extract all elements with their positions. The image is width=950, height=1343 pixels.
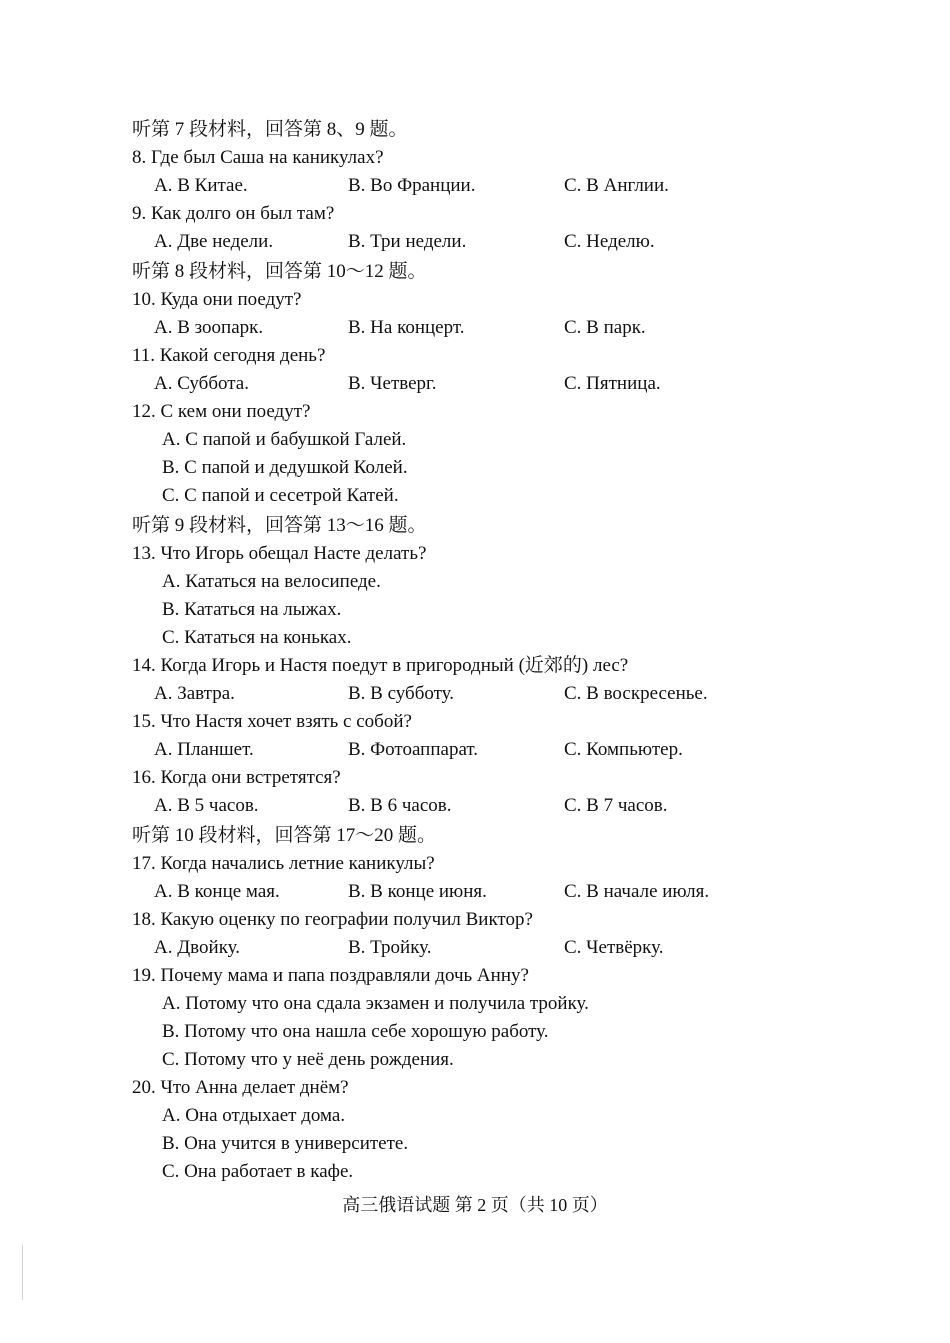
question-text: 11. Какой сегодня день? — [132, 345, 326, 366]
answer-option: B. Четверг. — [348, 373, 437, 394]
question-text: 9. Как долго он был там? — [132, 203, 335, 224]
answer-options — [132, 878, 812, 906]
listening-section — [132, 822, 812, 1186]
exam-content — [132, 114, 812, 1186]
answer-option: A. Потому что она сдала экзамен и получила тройку. — [162, 993, 589, 1014]
answer-option: A. В Китае. — [154, 175, 248, 196]
answer-option: A. Суббота. — [154, 373, 249, 394]
answer-option: A. Кататься на велосипеде. — [162, 571, 381, 592]
section-header: 听第 8 段材料，回答第 10～12 题。 — [132, 261, 427, 282]
answer-option: C. Она работает в кафе. — [162, 1161, 354, 1182]
answer-option: C. В парк. — [564, 317, 646, 338]
answer-option: A. С папой и бабушкой Галей. — [162, 429, 407, 450]
answer-option: C. Кататься на коньках. — [162, 627, 352, 648]
answer-options — [132, 934, 812, 962]
answer-option: C. С папой и сесетрой Катей. — [162, 485, 399, 506]
section-header: 听第 9 段材料，回答第 13～16 题。 — [132, 515, 427, 536]
page-footer: 高三俄语试题 第 2 页（共 10 页） — [342, 1195, 608, 1215]
answer-option: B. Потому что она нашла себе хорошую работу. — [162, 1021, 549, 1042]
answer-option: B. Три недели. — [348, 231, 467, 252]
answer-options — [132, 1102, 812, 1186]
answer-option: A. В конце мая. — [154, 881, 280, 902]
answer-options — [132, 990, 812, 1074]
question-text: 8. Где был Саша на каникулах? — [132, 147, 384, 168]
question-text: 19. Почему мама и папа поздравляли дочь Анну? — [132, 965, 529, 986]
answer-option: B. Тройку. — [348, 937, 432, 958]
listening-section — [132, 258, 812, 510]
question-text: 17. Когда начались летние каникулы? — [132, 853, 435, 874]
question-text: 10. Куда они поедут? — [132, 289, 302, 310]
answer-option: B. Кататься на лыжах. — [162, 599, 342, 620]
answer-options — [132, 426, 812, 510]
answer-option: B. На концерт. — [348, 317, 465, 338]
question-text: 12. С кем они поедут? — [132, 401, 311, 422]
answer-option: B. В конце июня. — [348, 881, 487, 902]
answer-options — [132, 172, 812, 200]
question-text: 18. Какую оценку по географии получил Виктор? — [132, 909, 533, 930]
answer-option: B. Во Франции. — [348, 175, 476, 196]
answer-options — [132, 568, 812, 652]
answer-option: B. Она учится в университете. — [162, 1133, 409, 1154]
answer-option: C. В 7 часов. — [564, 795, 668, 816]
answer-options — [132, 228, 812, 256]
answer-option: C. Пятница. — [564, 373, 661, 394]
answer-option: A. Она отдыхает дома. — [162, 1105, 346, 1126]
answer-option: C. Потому что у неё день рождения. — [162, 1049, 454, 1070]
answer-option: A. В 5 часов. — [154, 795, 259, 816]
question-text: 15. Что Настя хочет взять с собой? — [132, 711, 412, 732]
section-header: 听第 7 段材料，回答第 8、9 题。 — [132, 119, 408, 140]
answer-option: C. Компьютер. — [564, 739, 683, 760]
answer-option: A. Двойку. — [154, 937, 241, 958]
answer-option: B. С папой и дедушкой Колей. — [162, 457, 408, 478]
answer-options — [132, 792, 812, 820]
answer-option: C. Четвёрку. — [564, 937, 664, 958]
answer-option: A. Две недели. — [154, 231, 274, 252]
answer-option: A. Завтра. — [154, 683, 235, 704]
answer-options — [132, 680, 812, 708]
question-text: 16. Когда они встретятся? — [132, 767, 341, 788]
question-text: 14. Когда Игорь и Настя поедут в пригородный (近郊的) лес? — [132, 655, 629, 676]
listening-section — [132, 116, 812, 256]
answer-options — [132, 314, 812, 342]
answer-option: B. Фотоаппарат. — [348, 739, 479, 760]
question-text: 20. Что Анна делает днём? — [132, 1077, 349, 1098]
answer-option: C. В Англии. — [564, 175, 669, 196]
question-text: 13. Что Игорь обещал Насте делать? — [132, 543, 427, 564]
answer-option: B. В субботу. — [348, 683, 455, 704]
answer-options — [132, 736, 812, 764]
answer-option: B. В 6 часов. — [348, 795, 452, 816]
answer-options — [132, 370, 812, 398]
answer-option: C. В начале июля. — [564, 881, 710, 902]
answer-option: A. В зоопарк. — [154, 317, 264, 338]
answer-option: C. Неделю. — [564, 231, 655, 252]
section-header: 听第 10 段材料，回答第 17～20 题。 — [132, 825, 437, 846]
scan-edge-line — [22, 1245, 23, 1300]
answer-option: C. В воскресенье. — [564, 683, 708, 704]
listening-section — [132, 512, 812, 820]
answer-option: A. Планшет. — [154, 739, 254, 760]
